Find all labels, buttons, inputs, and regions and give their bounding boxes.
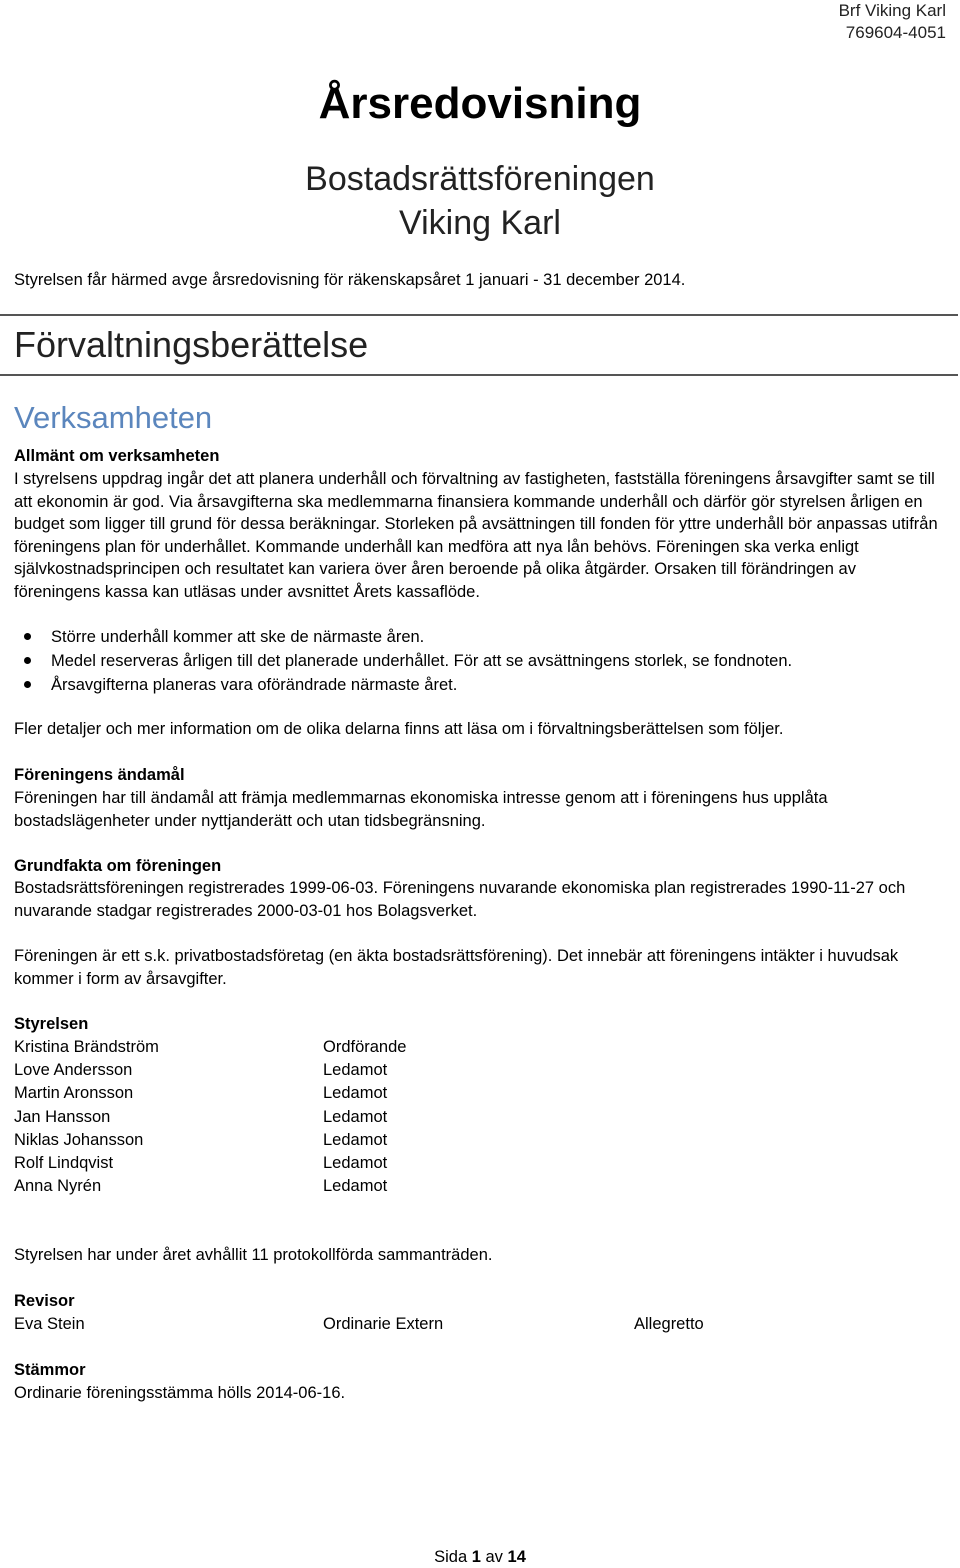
member-role: Ledamot [323,1177,388,1196]
association-type: Bostadsrättsföreningen [305,160,655,198]
board-members-table [14,1036,714,1198]
current-page: 1 [471,1548,481,1566]
board-member-row [14,1082,714,1105]
general-paragraph: I styrelsens uppdrag ingår det att planera underhåll och förvaltning av fastigheten, fastställa föreningens årsavgifter samt se till att ekonomin är god. Via årsavgifterna ska medlemmarna finansiera kommande underhåll och därför gör styrelsen årligen en budget som ligger till grund för dessa beräkningar. Storleken på avsättningen till fonden för yttre underhåll bör anpassas utifrån föreningens plan för underhållet. Kommande underhåll kan medföra att nya lån behövs. Föreningen ska verka enligt självkostnadsprincipen och resultatet kan variera över åren beroende på olika åtgärder. Orsaken till förändringen av föreningens kassa kan utläsas under avsnittet Årets kassaflöde. [14,470,938,601]
total-pages: 14 [507,1548,526,1566]
section-heading: Förvaltningsberättelse [14,324,369,365]
member-name: Anna Nyrén [14,1177,102,1196]
board-member-row [14,1059,714,1082]
member-name: Love Andersson [14,1061,133,1080]
auditor-name: Eva Stein [14,1315,85,1333]
section-divider-top [0,314,958,316]
section-divider-bottom [0,374,958,376]
intro-text: Styrelsen får härmed avge årsredovisning för räkenskapsåret 1 januari - 31 december 2014. [14,271,686,289]
board-member-row [14,1129,714,1152]
sub-heading: Verksamheten [14,400,213,435]
member-role: Ledamot [323,1061,388,1080]
member-name: Jan Hansson [14,1107,111,1126]
details-paragraph: Fler detaljer och mer information om de olika delarna finns att läsa om i förvaltningsberättelsen som följer. [14,720,784,738]
facts-heading: Grundfakta om föreningen [14,857,222,875]
list-item: Årsavgifterna planeras vara oförändrade närmaste året. [14,673,792,697]
organization-name: Brf Viking Karl [838,1,946,20]
meetings-text: Ordinarie föreningsstämma hölls 2014-06-16. [14,1384,346,1402]
member-name: Rolf Lindqvist [14,1153,114,1172]
bullet-icon [24,657,31,664]
member-role: Ledamot [323,1107,388,1126]
general-heading: Allmänt om verksamheten [14,447,220,465]
member-role: Ordförande [323,1038,407,1056]
purpose-heading: Föreningens ändamål [14,766,185,784]
facts-paragraph-2: Föreningen är ett s.k. privatbostadsföretag (en äkta bostadsrättsförening). Det innebär att föreningens intäkter i huvudsak kommer i form av årsavgifter. [14,947,899,988]
board-meetings-text: Styrelsen har under året avhållit 11 protokollförda sammanträden. [14,1246,493,1264]
list-item: Medel reserveras årligen till det planerade underhållet. För att se avsättningens storlek, se fondnoten. [14,649,792,673]
auditor-heading: Revisor [14,1292,75,1310]
facts-paragraph-1: Bostadsrättsföreningen registrerades 1999-06-03. Föreningens nuvarande ekonomiska plan registrerades 1990-11-27 och nuvarande stadgar registrerades 2000-03-01 hos Bolagsverket. [14,879,906,920]
member-name: Kristina Brändström [14,1038,159,1056]
bullet-list [14,625,792,697]
board-member-row [14,1152,714,1175]
list-item: Större underhåll kommer att ske de närmaste åren. [14,625,792,649]
board-member-row [14,1106,714,1129]
purpose-paragraph: Föreningen har till ändamål att främja medlemmarnas ekonomiska intresse genom att i föreningens hus upplåta bostadslägenheter under nyttjanderätt och utan tidsbegränsning. [14,789,828,830]
bullet-icon [24,681,31,688]
bullet-icon [24,633,31,640]
auditor-firm: Allegretto [634,1315,704,1333]
organization-number: 769604-4051 [845,23,946,42]
member-role: Ledamot [323,1084,388,1103]
member-name: Martin Aronsson [14,1084,134,1103]
document-header [839,0,946,44]
member-name: Niklas Johansson [14,1130,144,1149]
board-heading: Styrelsen [14,1015,89,1033]
page-number: Sida 1 av 14 [434,1548,526,1566]
member-role: Ledamot [323,1153,388,1172]
meetings-heading: Stämmor [14,1361,86,1379]
board-member-row [14,1175,714,1198]
association-name: Viking Karl [399,204,561,242]
auditor-row [14,1313,914,1337]
member-role: Ledamot [323,1130,388,1149]
auditor-type: Ordinarie Extern [323,1315,444,1333]
board-member-row [14,1036,714,1059]
document-title: Årsredovisning [318,79,642,128]
